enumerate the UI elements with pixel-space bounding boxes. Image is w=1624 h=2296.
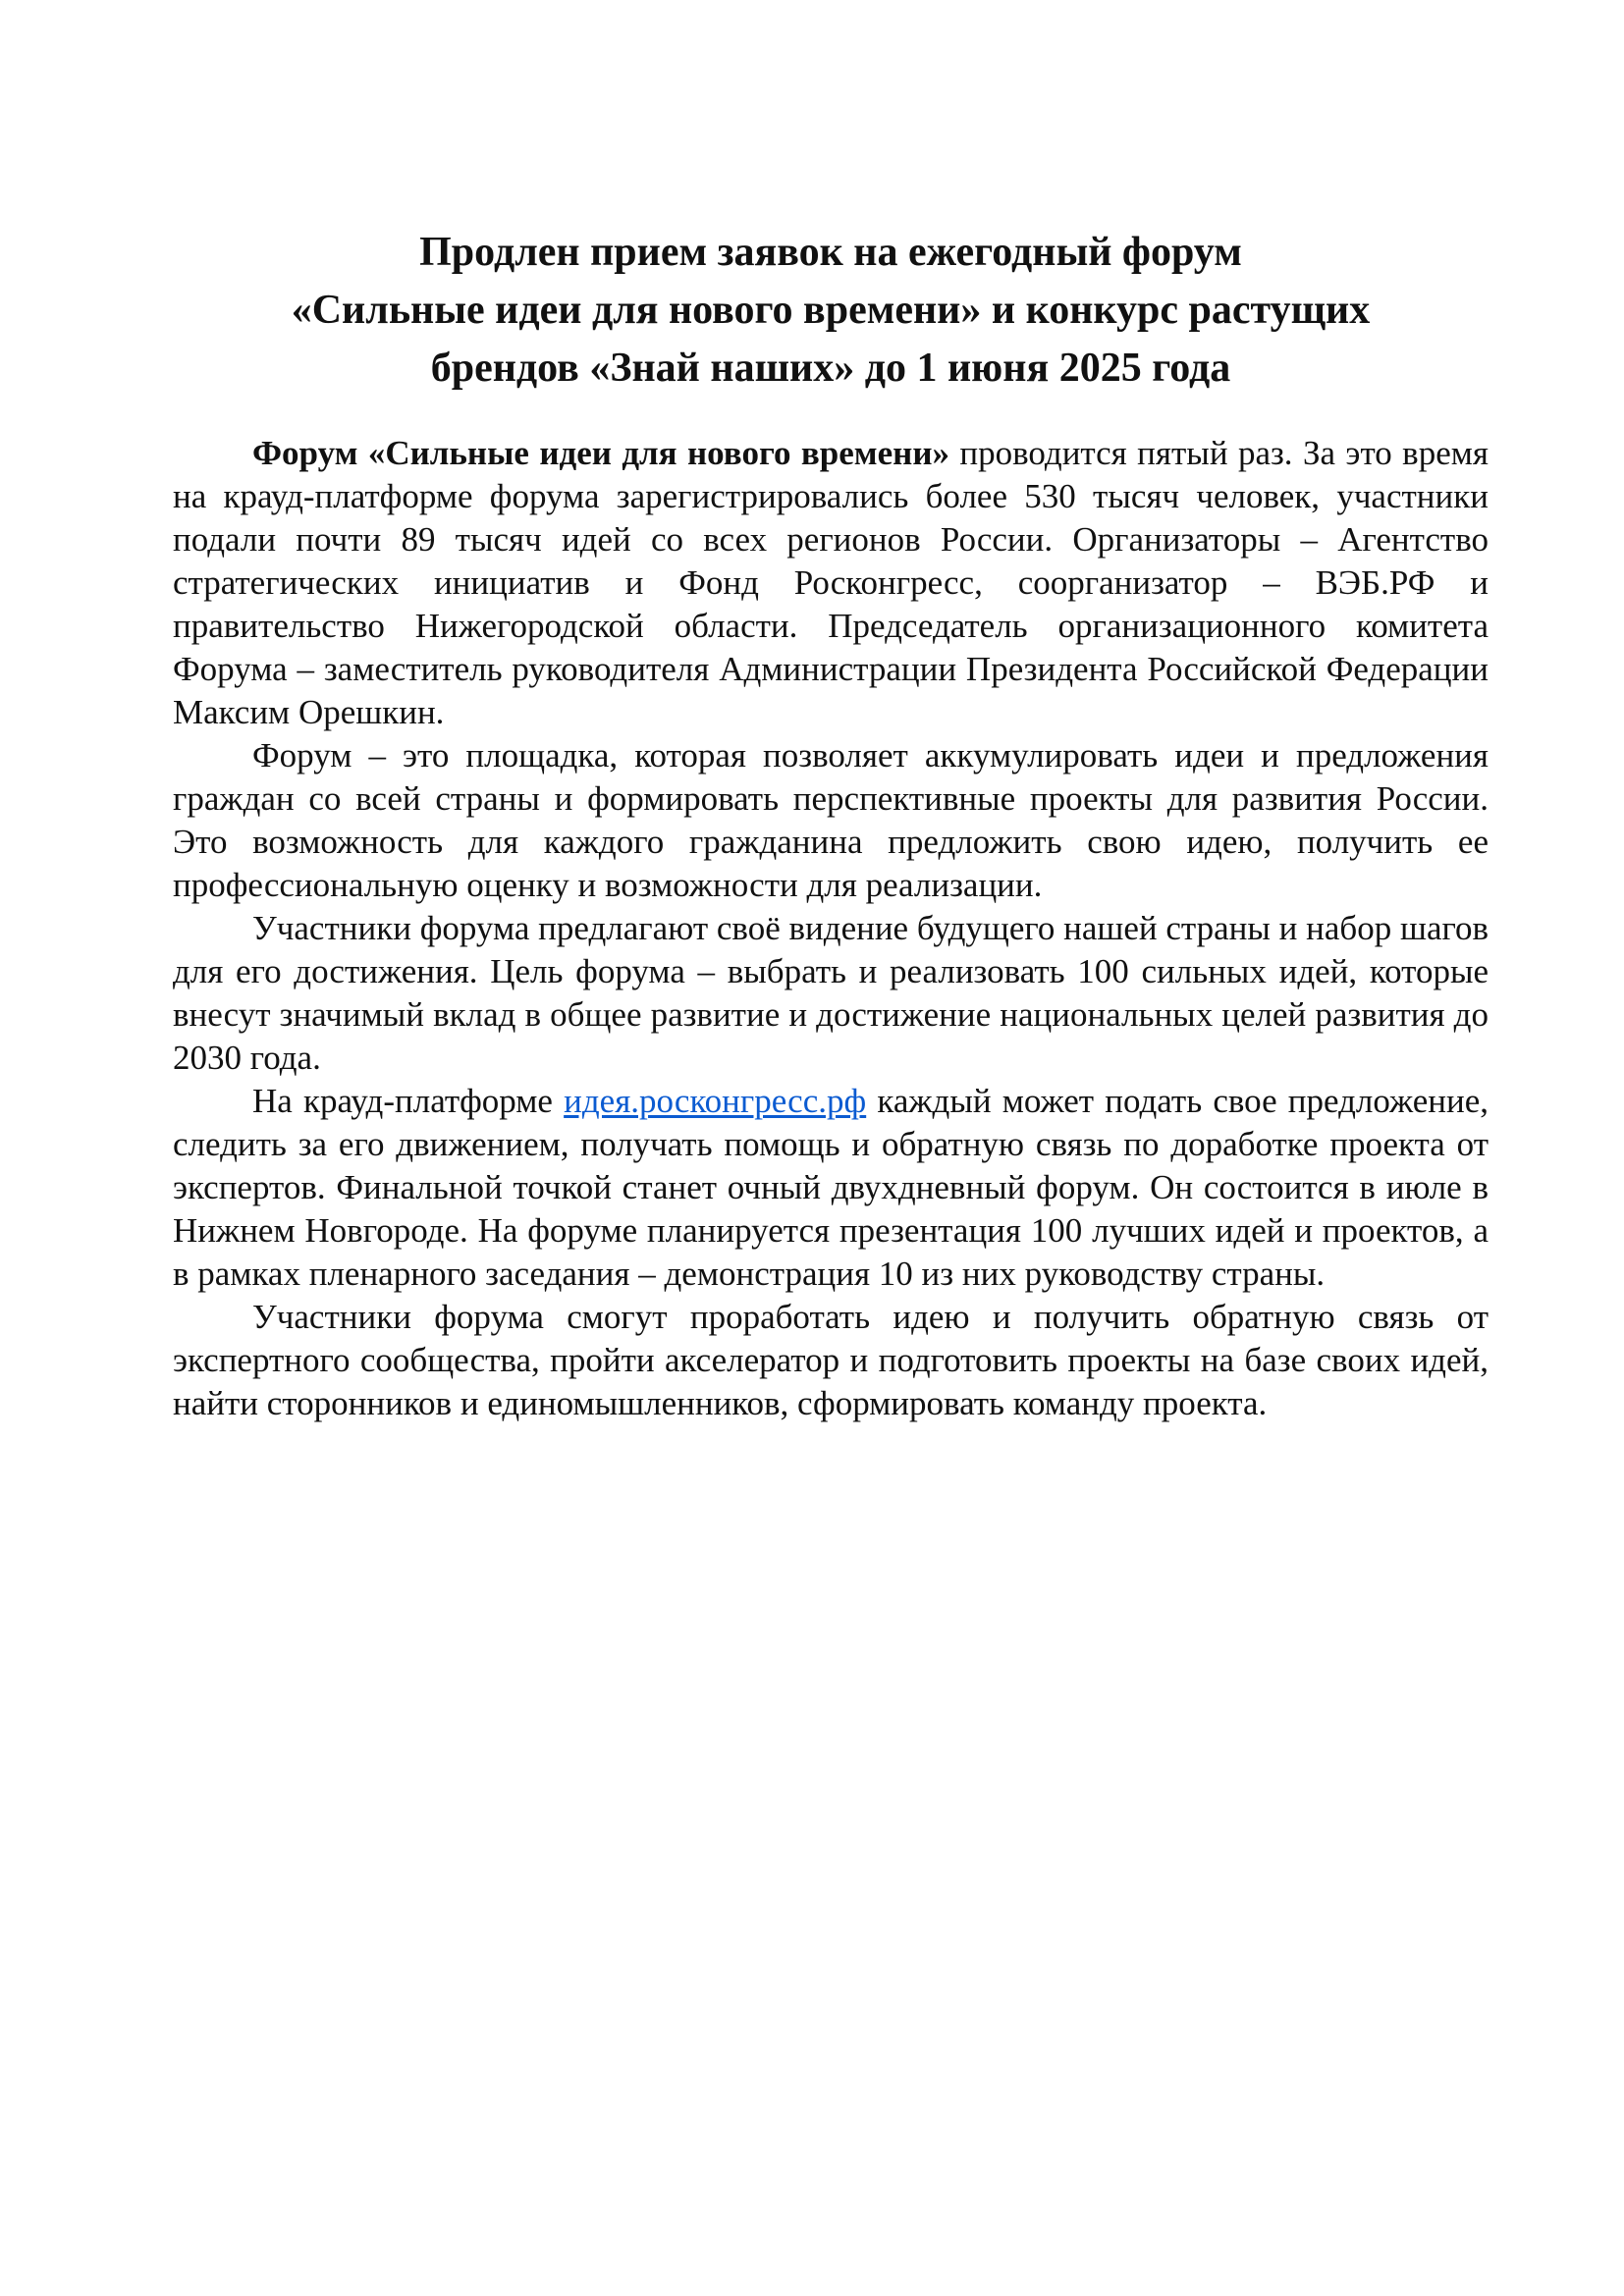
paragraph-forum-intro (173, 432, 1489, 734)
title-line: брендов «Знай наших» до 1 июня 2025 года (430, 346, 1231, 391)
paragraph-text: проводится пятый раз. За это время на крауд-платформе форума зарегистрировались более 530 тысяч человек, участники подали почти 89 тысяч идей со всех регионов России. Организаторы – Агентство стратегических инициатив и Фонд Росконгресс, соорганизатор – ВЭБ.РФ и правительство Нижегородской области. Председатель организационного комитета Форума – заместитель руководителя Администрации Президента Российской Федерации Максим Орешкин. (173, 434, 1489, 731)
paragraph-text: каждый может подать свое предложение, следить за его движением, получать помощь и обратную связь по доработке проекта от экспертов. Финальной точкой станет очный двухдневный форум. Он состоится в июле в Нижнем Новгороде. На форуме планируется презентация 100 лучших идей и проектов, а в рамках пленарного заседания – демонстрация 10 из них руководству страны. (173, 1082, 1489, 1293)
paragraph-text: Участники форума смогут проработать идею и получить обратную связь от экспертного сообщества, пройти акселератор и подготовить проекты на базе своих идей, найти сторонников и единомышленников, сформировать команду проекта. (173, 1298, 1489, 1422)
forum-name-bold: Форум «Сильные идеи для нового времени» (252, 434, 949, 472)
title-line: Продлен прием заявок на ежегодный форум (419, 230, 1242, 275)
title-line: «Сильные идеи для нового времени» и конкурс растущих (291, 288, 1371, 333)
document-body (173, 432, 1489, 1425)
paragraph-text: На крауд-платформе (252, 1082, 565, 1120)
crowd-platform-link[interactable]: идея.росконгресс.рф (564, 1082, 867, 1120)
paragraph-text: Форум – это площадка, которая позволяет аккумулировать идеи и предложения граждан со всей страны и формировать перспективные проекты для развития России. Это возможность для каждого гражданина предложить свою идею, получить ее профессиональную оценку и возможности для реализации. (173, 736, 1489, 904)
paragraph-goals (173, 907, 1489, 1080)
paragraph-text: Участники форума предлагают своё видение будущего нашей страны и набор шагов для его достижения. Цель форума – выбрать и реализовать 100 сильных идей, которые внесут значимый вклад в общее развитие и достижение национальных целей развития до 2030 года. (173, 909, 1489, 1077)
paragraph-participants (173, 1296, 1489, 1425)
document-title (173, 224, 1489, 398)
paragraph-crowd-platform (173, 1080, 1489, 1296)
paragraph-platform (173, 734, 1489, 907)
